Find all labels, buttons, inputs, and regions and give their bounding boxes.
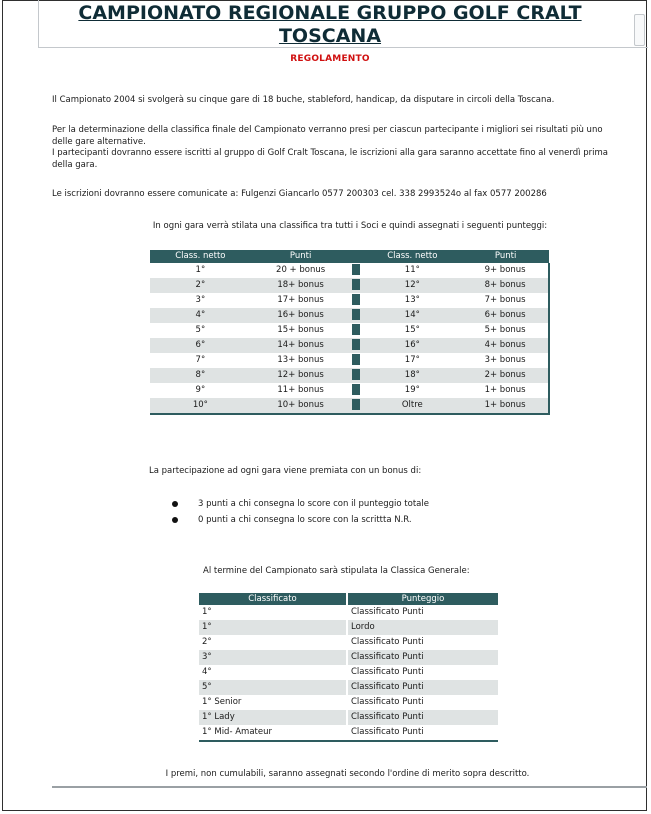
table-row (199, 695, 498, 710)
table-cell: 4° (202, 667, 212, 677)
table-cell: 15+ bonus (277, 325, 324, 335)
bonus-item-text: 3 punti a chi consegna lo score con il punteggio totale (198, 499, 429, 509)
header-separator (350, 250, 362, 263)
table-cell: 2+ bonus (462, 368, 549, 383)
table-row (150, 263, 549, 278)
table-row (199, 605, 498, 620)
table-cell: 14+ bonus (251, 338, 351, 353)
table-row (199, 635, 498, 650)
table-cell: 16° (362, 338, 462, 353)
table-cell: 1° (199, 620, 346, 635)
table-cell: 9° (195, 385, 206, 395)
row-separator (350, 263, 362, 278)
row-separator (350, 368, 362, 383)
table-cell: 13° (404, 295, 420, 305)
table-cell: 1° Senior (202, 697, 242, 707)
header-punti-1: Punti (251, 250, 351, 263)
table-cell: 6° (150, 338, 251, 353)
table-cell: 18° (362, 368, 462, 383)
row-separator (350, 383, 362, 398)
table-cell: 9+ bonus (462, 263, 549, 278)
table-cell: Classificato Punti (348, 680, 498, 695)
table-row (150, 278, 549, 293)
table-cell: 17+ bonus (277, 295, 324, 305)
table-cell: Classificato Punti (351, 697, 424, 707)
table-cell: Classificato Punti (348, 710, 498, 725)
list-item (168, 512, 429, 528)
row-separator (350, 293, 362, 308)
table-row (150, 383, 549, 398)
table-cell: 5+ bonus (462, 323, 549, 338)
table-cell: 10+ bonus (251, 398, 351, 414)
table-cell: 3° (195, 295, 206, 305)
footer-divider (52, 786, 647, 788)
general-intro: Al termine del Campionato sarà stipulata la Classica Generale: (203, 566, 470, 576)
row-separator (350, 338, 362, 353)
table-cell: 2° (202, 637, 212, 647)
table-cell: 17° (404, 355, 420, 365)
table-cell: 19° (404, 385, 420, 395)
table-row (199, 665, 498, 680)
points-table-header (150, 250, 549, 263)
points-intro: In ogni gara verrà stilata una classifica tra tutti i Soci e quindi assegnati i seguenti punteggi: (152, 221, 548, 231)
table-cell: 2° (150, 278, 251, 293)
table-cell: Classificato Punti (348, 650, 498, 665)
table-cell: 1+ bonus (462, 398, 549, 414)
header-classificato: Classificato (199, 593, 346, 605)
intro-paragraph-2a: Per la determinazione della classifica finale del Campionato verranno presi per ciascun partecipante i migliori sei risultati più uno delle gare alternative. (52, 125, 603, 147)
table-cell: 16+ bonus (251, 308, 351, 323)
table-cell: 8° (150, 368, 251, 383)
row-separator (350, 398, 362, 414)
table-cell: 1° Lady (199, 710, 346, 725)
page-subtitle: REGOLAMENTO (290, 54, 370, 64)
table-cell: 6+ bonus (462, 308, 549, 323)
table-cell: 18+ bonus (251, 278, 351, 293)
table-cell: 4° (150, 308, 251, 323)
footer-text: I premi, non cumulabili, saranno assegnati secondo l'ordine di merito sopra descritto. (165, 769, 530, 779)
table-cell: Classificato Punti (351, 727, 424, 737)
header-class-netto-2: Class. netto (362, 250, 462, 263)
table-row (150, 308, 549, 323)
table-row (150, 338, 549, 353)
bonus-item-text: 0 punti a chi consegna lo score con la scrittta N.R. (198, 515, 412, 525)
table-cell: 3° (199, 650, 346, 665)
table-row (199, 650, 498, 665)
table-row (150, 368, 549, 383)
table-row (199, 710, 498, 725)
row-separator (350, 323, 362, 338)
table-cell: 11+ bonus (277, 385, 324, 395)
table-cell: 15° (404, 325, 420, 335)
intro-paragraph-2b: I partecipanti dovranno essere iscritti al gruppo di Golf Cralt Toscana, le iscrizioni alla gara saranno accettate fino al venerdì prima della gara. (52, 148, 608, 170)
table-cell: 7+ bonus (462, 293, 549, 308)
table-cell: 8+ bonus (462, 278, 549, 293)
table-cell: 10° (150, 398, 251, 414)
row-separator (350, 308, 362, 323)
table-cell: Oltre (362, 398, 462, 414)
table-cell: 1° Mid- Amateur (202, 727, 272, 737)
table-cell: 13+ bonus (277, 355, 324, 365)
list-item (168, 496, 429, 512)
row-separator (350, 353, 362, 368)
table-cell: Classificato Punti (351, 637, 424, 647)
table-cell: 12+ bonus (251, 368, 351, 383)
header-class-netto-1: Class. netto (150, 250, 251, 263)
table-cell: 3+ bonus (462, 353, 549, 368)
table-row (150, 398, 549, 414)
table-cell: 20 + bonus (276, 265, 326, 275)
table-row (150, 293, 549, 308)
table-cell: 11° (404, 265, 420, 275)
table-cell: Classificato Punti (351, 667, 424, 677)
table-cell: Lordo (348, 620, 498, 635)
table-cell: Classificato Punti (351, 607, 424, 617)
table-cell: 5° (195, 325, 206, 335)
header-punteggio: Punteggio (348, 593, 498, 605)
bullet-icon (172, 501, 178, 507)
bullet-icon (172, 517, 178, 523)
bonus-intro: La partecipazione ad ogni gara viene premiata con un bonus di: (149, 466, 422, 476)
table-row (199, 725, 498, 741)
table-cell: 1° (195, 265, 206, 275)
intro-paragraph-3: Le iscrizioni dovranno essere comunicate a: Fulgenzi Giancarlo 0577 200303 cel. 338 2993524o al fax 0577 200286 (52, 189, 547, 199)
page-title: CAMPIONATO REGIONALE GRUPPO GOLF CRALT TOSCANA (78, 2, 582, 47)
table-cell: 12° (362, 278, 462, 293)
intro-paragraph-1: Il Campionato 2004 si svolgerà su cinque gare di 18 buche, stableford, handicap, da disputare in circoli della Toscana. (52, 95, 555, 105)
bonus-list (168, 496, 429, 528)
general-table-header (199, 593, 498, 605)
table-row (199, 620, 498, 635)
header-punti-2: Punti (462, 250, 549, 263)
table-row (150, 353, 549, 368)
row-separator (350, 278, 362, 293)
table-cell: 4+ bonus (462, 338, 549, 353)
table-row (199, 680, 498, 695)
frame-scroll-handle[interactable] (634, 14, 645, 46)
table-cell: 1° (202, 607, 212, 617)
general-table (199, 593, 498, 742)
table-cell: 14° (362, 308, 462, 323)
points-table (150, 250, 550, 415)
table-cell: 1+ bonus (462, 383, 549, 398)
table-cell: 7° (195, 355, 206, 365)
table-row (150, 323, 549, 338)
table-cell: 5° (199, 680, 346, 695)
